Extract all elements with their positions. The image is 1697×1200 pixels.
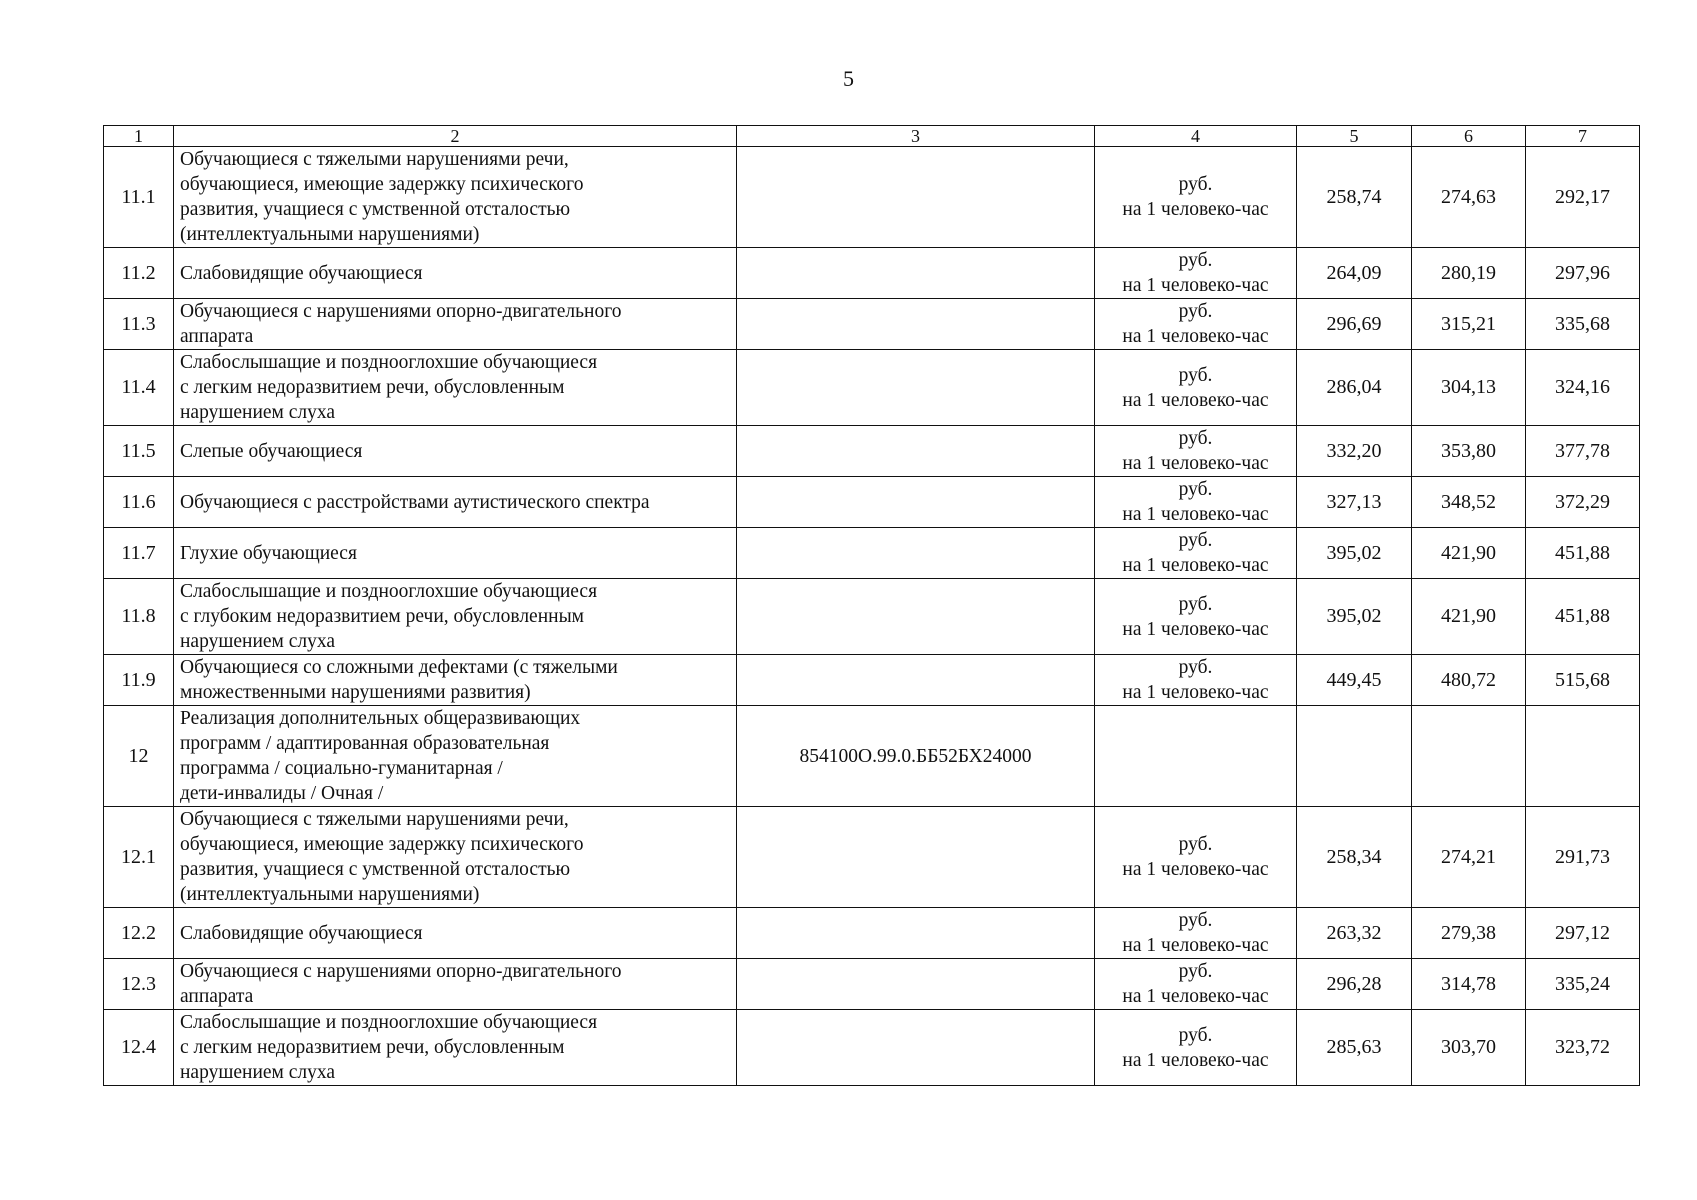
description-line: Обучающиеся со сложными дефектами (с тяжелыми [180,657,618,678]
value-col-5: 395,02 [1297,579,1412,655]
unit-of-measure [1095,579,1297,655]
description-line: Обучающиеся с нарушениями опорно-двигательного [180,961,622,982]
column-number: 1 [104,126,174,147]
unit-line: на 1 человеко-час [1122,555,1269,576]
value-col-5: 327,13 [1297,477,1412,528]
row-description [174,908,737,959]
row-number: 11.7 [104,528,174,579]
value-col-7: 297,96 [1526,248,1640,299]
description-line: множественными нарушениями развития) [180,682,531,703]
value-col-7: 335,68 [1526,299,1640,350]
value-col-5: 258,34 [1297,807,1412,908]
unit-line: на 1 человеко-час [1122,935,1269,956]
column-number-row [104,126,1640,147]
service-code [737,959,1095,1010]
unit-line: руб. [1178,1024,1213,1046]
description-line: с легким недоразвитием речи, обусловленным [180,377,565,398]
value-col-7: 377,78 [1526,426,1640,477]
unit-of-measure [1095,299,1297,350]
unit-of-measure [1095,807,1297,908]
value-col-6: 421,90 [1412,579,1526,655]
row-description [174,959,737,1010]
value-col-7: 323,72 [1526,1010,1640,1086]
value-col-6: 274,63 [1412,147,1526,248]
unit-line: руб. [1178,530,1213,551]
table-row [104,1010,1640,1086]
description-line: Реализация дополнительных общеразвивающих [180,708,581,729]
value-col-6: 353,80 [1412,426,1526,477]
row-number: 12.2 [104,908,174,959]
value-col-5: 296,69 [1297,299,1412,350]
unit-line: на 1 человеко-час [1122,618,1269,640]
description-line: с глубоким недоразвитием речи, обусловленным [180,606,585,627]
column-number: 6 [1412,126,1526,147]
row-number: 11.9 [104,655,174,706]
value-col-6: 303,70 [1412,1010,1526,1086]
row-description [174,299,737,350]
row-description [174,579,737,655]
value-col-7: 297,12 [1526,908,1640,959]
value-col-7: 335,24 [1526,959,1640,1010]
unit-line: на 1 человеко-час [1122,453,1269,474]
value-col-7: 451,88 [1526,579,1640,655]
value-col-6: 421,90 [1412,528,1526,579]
table-row [104,248,1640,299]
row-number: 11.6 [104,477,174,528]
description-line: дети-инвалиды / Очная / [180,783,384,804]
unit-of-measure [1095,528,1297,579]
value-col-7 [1526,706,1640,807]
unit-line: руб. [1178,250,1213,271]
unit-line: на 1 человеко-час [1122,504,1269,525]
description-line: нарушением слуха [180,402,336,423]
unit-line: на 1 человеко-час [1122,986,1269,1007]
service-code [737,248,1095,299]
unit-line: на 1 человеко-час [1122,326,1269,347]
unit-line: руб. [1178,301,1213,322]
description-line: Обучающиеся с тяжелыми нарушениями речи, [180,149,569,170]
value-col-5: 263,32 [1297,908,1412,959]
row-number: 12 [104,706,174,807]
description-line: Слабовидящие обучающиеся [180,922,423,944]
description-line: Обучающиеся с нарушениями опорно-двигательного [180,301,622,322]
table-row [104,908,1640,959]
value-col-6: 348,52 [1412,477,1526,528]
unit-of-measure [1095,908,1297,959]
column-number: 5 [1297,126,1412,147]
value-col-6: 314,78 [1412,959,1526,1010]
value-col-5: 332,20 [1297,426,1412,477]
unit-line: на 1 человеко-час [1122,389,1269,411]
description-line: нарушением слуха [180,631,336,652]
row-number: 12.1 [104,807,174,908]
service-code [737,350,1095,426]
value-col-6: 274,21 [1412,807,1526,908]
service-code [737,908,1095,959]
service-code [737,528,1095,579]
value-col-6: 315,21 [1412,299,1526,350]
service-code [737,807,1095,908]
row-number: 11.5 [104,426,174,477]
row-description [174,248,737,299]
description-line: программ / адаптированная образовательная [180,733,550,754]
value-col-6: 280,19 [1412,248,1526,299]
row-description [174,1010,737,1086]
unit-line: руб. [1178,834,1213,855]
description-line: (интеллектуальными нарушениями) [180,224,480,245]
row-number: 12.3 [104,959,174,1010]
value-col-7: 372,29 [1526,477,1640,528]
description-line: Слабослышащие и позднооглохшие обучающиеся [180,352,598,373]
unit-of-measure [1095,477,1297,528]
table-row [104,959,1640,1010]
description-line: обучающиеся, имеющие задержку психического [180,174,584,195]
table-row [104,147,1640,248]
value-col-6: 304,13 [1412,350,1526,426]
row-number: 12.4 [104,1010,174,1086]
unit-line: на 1 человеко-час [1122,275,1269,296]
unit-of-measure [1095,655,1297,706]
description-line: развития, учащиеся с умственной отсталостью [180,199,571,220]
value-col-5: 449,45 [1297,655,1412,706]
tariff-table [103,125,1640,1086]
unit-of-measure [1095,706,1297,807]
description-line: нарушением слуха [180,1062,336,1083]
description-line: аппарата [180,326,254,347]
service-code [737,1010,1095,1086]
table-row [104,350,1640,426]
row-number: 11.3 [104,299,174,350]
value-col-5: 258,74 [1297,147,1412,248]
description-line: (интеллектуальными нарушениями) [180,884,480,905]
unit-line: на 1 человеко-час [1122,199,1269,220]
unit-line: на 1 человеко-час [1122,682,1269,703]
row-description [174,477,737,528]
table-row [104,477,1640,528]
table-row [104,706,1640,807]
unit-line: руб. [1178,174,1213,195]
column-number: 2 [174,126,737,147]
unit-line: руб. [1178,657,1213,678]
row-description [174,350,737,426]
unit-of-measure [1095,1010,1297,1086]
value-col-7: 324,16 [1526,350,1640,426]
row-description [174,655,737,706]
value-col-5: 286,04 [1297,350,1412,426]
value-col-5: 395,02 [1297,528,1412,579]
service-code [737,655,1095,706]
table-row [104,807,1640,908]
value-col-7: 515,68 [1526,655,1640,706]
unit-of-measure [1095,426,1297,477]
row-description [174,706,737,807]
description-line: аппарата [180,986,254,1007]
value-col-5: 285,63 [1297,1010,1412,1086]
column-number: 3 [737,126,1095,147]
table-row [104,579,1640,655]
row-description [174,528,737,579]
value-col-5: 264,09 [1297,248,1412,299]
row-number: 11.8 [104,579,174,655]
table-row [104,426,1640,477]
service-code [737,579,1095,655]
description-line: Глухие обучающиеся [180,542,357,564]
value-col-5: 296,28 [1297,959,1412,1010]
unit-line: руб. [1178,910,1213,931]
unit-line: руб. [1178,479,1213,500]
unit-line: на 1 человеко-час [1122,859,1269,880]
description-line: программа / социально-гуманитарная / [180,758,503,779]
description-line: с легким недоразвитием речи, обусловленным [180,1037,565,1058]
value-col-6 [1412,706,1526,807]
description-line: Обучающиеся с тяжелыми нарушениями речи, [180,809,569,830]
description-line: Обучающиеся с расстройствами аутистического спектра [180,491,650,513]
table-row [104,655,1640,706]
service-code [737,477,1095,528]
page-number: 5 [843,66,854,91]
unit-line: руб. [1178,593,1213,615]
description-line: Слабовидящие обучающиеся [180,262,423,284]
description-line: Слабослышащие и позднооглохшие обучающиеся [180,1012,598,1033]
column-number: 7 [1526,126,1640,147]
row-number: 11.4 [104,350,174,426]
row-description [174,426,737,477]
value-col-7: 292,17 [1526,147,1640,248]
unit-line: руб. [1178,428,1213,449]
row-description [174,147,737,248]
value-col-7: 291,73 [1526,807,1640,908]
description-line: Слабослышащие и позднооглохшие обучающиеся [180,581,598,602]
service-code: 854100О.99.0.ББ52БХ24000 [737,706,1095,807]
service-code [737,426,1095,477]
description-line: развития, учащиеся с умственной отсталостью [180,859,571,880]
value-col-6: 480,72 [1412,655,1526,706]
column-number: 4 [1095,126,1297,147]
value-col-5 [1297,706,1412,807]
service-code [737,299,1095,350]
value-col-7: 451,88 [1526,528,1640,579]
unit-line: на 1 человеко-час [1122,1049,1269,1071]
row-number: 11.2 [104,248,174,299]
value-col-6: 279,38 [1412,908,1526,959]
unit-line: руб. [1178,364,1213,386]
service-code [737,147,1095,248]
unit-line: руб. [1178,961,1213,982]
unit-of-measure [1095,350,1297,426]
unit-of-measure [1095,147,1297,248]
description-line: Слепые обучающиеся [180,440,363,462]
row-number: 11.1 [104,147,174,248]
table-row [104,528,1640,579]
row-description [174,807,737,908]
unit-of-measure [1095,248,1297,299]
unit-of-measure [1095,959,1297,1010]
table-row [104,299,1640,350]
description-line: обучающиеся, имеющие задержку психического [180,834,584,855]
